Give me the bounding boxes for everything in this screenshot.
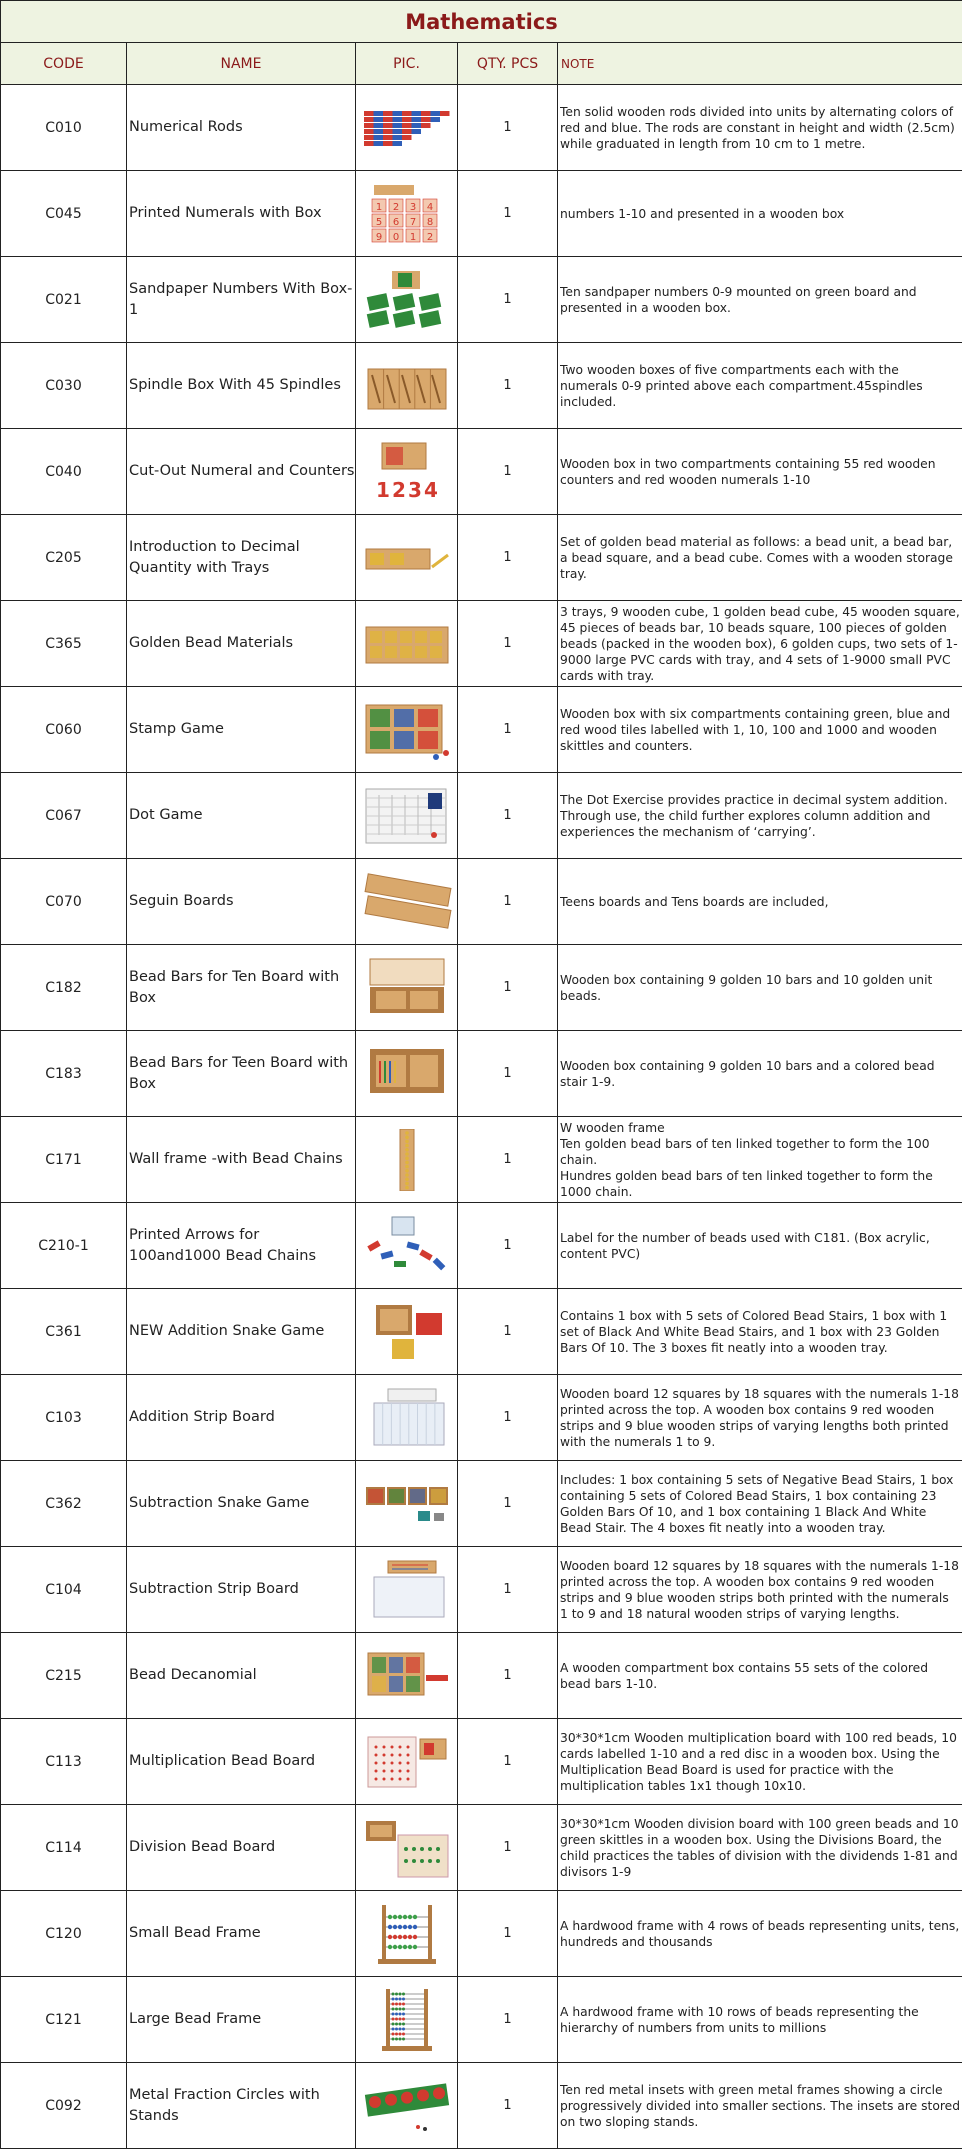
item-qty: 1	[458, 1547, 558, 1633]
table-row	[1, 773, 962, 859]
table-row	[1, 1547, 962, 1633]
item-note-text: Wooden board 12 squares by 18 squares with the numerals 1-18 printed across the top. A wooden box contains 9 red wooden strips and 9 blue wooden strips both printed with the numerals 1 to 9 and 18 natural wooden strips of varying lengths.	[560, 1558, 960, 1622]
item-qty: 1	[458, 1375, 558, 1461]
item-name: Multiplication Bead Board	[127, 1719, 356, 1805]
item-code: C121	[1, 1977, 127, 2063]
item-qty: 1	[458, 515, 558, 601]
item-note-text: A hardwood frame with 10 rows of beads representing the hierarchy of numbers from units to millions	[560, 2004, 960, 2036]
product-photo-svg	[362, 699, 452, 761]
item-note-text: 30*30*1cm Wooden division board with 100 green beads and 10 green skittles in a wooden box. Using the Divisions Board, the child practices the tables of division with the dividends 1-81 and divisors 1-9	[560, 1816, 960, 1880]
item-name: Printed Arrows for 100and1000 Bead Chains	[127, 1203, 356, 1289]
item-name: Division Bead Board	[127, 1805, 356, 1891]
product-photo-svg	[362, 1559, 452, 1621]
table-row	[1, 257, 962, 343]
table-row	[1, 859, 962, 945]
svg-text:2: 2	[392, 202, 398, 213]
item-qty: 1	[458, 1461, 558, 1547]
item-code: C040	[1, 429, 127, 515]
item-name: Numerical Rods	[127, 85, 356, 171]
item-name: Introduction to Decimal Quantity with Trays	[127, 515, 356, 601]
item-name: Dot Game	[127, 773, 356, 859]
item-code: C215	[1, 1633, 127, 1719]
item-qty: 1	[458, 945, 558, 1031]
header-pic: PIC.	[356, 43, 458, 85]
item-note	[558, 1203, 962, 1289]
item-note-text: A wooden compartment box contains 55 sets of the colored bead bars 1-10.	[560, 1660, 960, 1692]
product-photo-svg	[362, 1817, 452, 1879]
item-code: C092	[1, 2063, 127, 2149]
table-row	[1, 171, 962, 257]
item-note	[558, 85, 962, 171]
item-qty: 1	[458, 1203, 558, 1289]
product-photo-svg	[362, 871, 452, 933]
item-picture	[356, 1461, 458, 1547]
item-note-text: Wooden box containing 9 golden 10 bars and 10 golden unit beads.	[560, 972, 960, 1004]
item-qty: 1	[458, 687, 558, 773]
header-code: CODE	[1, 43, 127, 85]
item-note	[558, 1375, 962, 1461]
header-qty: QTY. PCS	[458, 43, 558, 85]
svg-text:4: 4	[426, 202, 432, 213]
item-qty: 1	[458, 1633, 558, 1719]
item-picture	[356, 343, 458, 429]
item-picture	[356, 1203, 458, 1289]
item-code: C070	[1, 859, 127, 945]
svg-text:8: 8	[426, 217, 432, 228]
item-note	[558, 343, 962, 429]
item-note-text: Ten red metal insets with green metal frames showing a circle progressively divided into smaller sections. The insets are stored on two sloping stands.	[560, 2082, 960, 2130]
item-code: C365	[1, 601, 127, 687]
item-note-text: A hardwood frame with 4 rows of beads representing units, tens, hundreds and thousands	[560, 1918, 960, 1950]
item-code: C114	[1, 1805, 127, 1891]
item-note-text: Wooden board 12 squares by 18 squares with the numerals 1-18 printed across the top. A wooden box contains 9 red wooden strips and 9 blue wooden strips of varying lengths both printed with the numerals 1 to 9.	[560, 1386, 960, 1450]
item-qty: 1	[458, 859, 558, 945]
item-note	[558, 429, 962, 515]
item-note-text: Teens boards and Tens boards are included,	[560, 894, 960, 910]
item-note	[558, 257, 962, 343]
item-code: C183	[1, 1031, 127, 1117]
table-row	[1, 429, 962, 515]
product-photo-svg	[362, 441, 452, 503]
item-qty: 1	[458, 1977, 558, 2063]
item-code: C060	[1, 687, 127, 773]
item-picture	[356, 1977, 458, 2063]
item-picture	[356, 85, 458, 171]
item-note-text: The Dot Exercise provides practice in decimal system addition. Through use, the child further explores column addition and experiences the mechanism of ‘carrying’.	[560, 792, 960, 840]
item-picture	[356, 859, 458, 945]
header-note: NOTE	[558, 43, 962, 85]
item-note	[558, 1719, 962, 1805]
item-name: Spindle Box With 45 Spindles	[127, 343, 356, 429]
item-qty: 1	[458, 85, 558, 171]
product-photo-svg	[362, 269, 452, 331]
item-name: Wall frame -with Bead Chains	[127, 1117, 356, 1203]
item-note	[558, 773, 962, 859]
item-code: C171	[1, 1117, 127, 1203]
item-code: C010	[1, 85, 127, 171]
item-name: Small Bead Frame	[127, 1891, 356, 1977]
svg-text:1: 1	[409, 232, 415, 243]
item-name: Sandpaper Numbers With Box-1	[127, 257, 356, 343]
item-picture	[356, 1031, 458, 1117]
item-picture	[356, 1375, 458, 1461]
item-note-text: Wooden box with six compartments containing green, blue and red wood tiles labelled with 1, 10, 100 and 1000 and wooden skittles and counters.	[560, 706, 960, 754]
product-photo-svg	[362, 527, 452, 589]
item-note-text: Label for the number of beads used with C181. (Box acrylic, content PVC)	[560, 1230, 960, 1262]
item-note	[558, 1805, 962, 1891]
item-note	[558, 1977, 962, 2063]
table-row	[1, 945, 962, 1031]
item-note	[558, 1461, 962, 1547]
item-qty: 1	[458, 343, 558, 429]
svg-text:1: 1	[375, 202, 381, 213]
product-photo-svg	[362, 2075, 452, 2137]
table-row	[1, 1805, 962, 1891]
item-picture	[356, 1547, 458, 1633]
title-row	[1, 1, 962, 43]
item-qty: 1	[458, 1031, 558, 1117]
header-name: NAME	[127, 43, 356, 85]
product-photo-svg	[362, 613, 452, 675]
svg-text:1: 1	[376, 478, 390, 502]
item-note-text: Contains 1 box with 5 sets of Colored Bead Stairs, 1 box with 1 set of Black And White Bead Stairs, and 1 box with 23 Golden Bars Of 10. The 3 boxes fit neatly into a wooden tray.	[560, 1308, 960, 1356]
item-note-text: 3 trays, 9 wooden cube, 1 golden bead cube, 45 wooden square, 45 pieces of beads bar, 10 beads square, 100 pieces of golden beads (packed in the wooden box), 6 golden cups, two sets of 1-9000 large PVC cards with tray, and 4 sets of 1-9000 small PVC cards with tray.	[560, 604, 960, 684]
item-name: Subtraction Strip Board	[127, 1547, 356, 1633]
table-row	[1, 515, 962, 601]
item-picture	[356, 1719, 458, 1805]
item-picture	[356, 1633, 458, 1719]
product-photo-svg	[362, 1645, 452, 1707]
item-note	[558, 515, 962, 601]
item-picture	[356, 257, 458, 343]
item-note	[558, 1117, 962, 1203]
item-name: Golden Bead Materials	[127, 601, 356, 687]
item-picture	[356, 1805, 458, 1891]
item-name: Bead Decanomial	[127, 1633, 356, 1719]
item-note	[558, 687, 962, 773]
item-note	[558, 1891, 962, 1977]
item-picture	[356, 1117, 458, 1203]
product-photo-svg	[362, 183, 452, 245]
item-code: C182	[1, 945, 127, 1031]
item-picture	[356, 945, 458, 1031]
item-qty: 1	[458, 429, 558, 515]
item-note-text: Ten sandpaper numbers 0-9 mounted on green board and presented in a wooden box.	[560, 284, 960, 316]
product-photo-svg	[362, 1903, 452, 1965]
table-row	[1, 85, 962, 171]
svg-text:6: 6	[392, 217, 398, 228]
item-qty: 1	[458, 1117, 558, 1203]
product-photo-svg	[362, 1473, 452, 1535]
item-note	[558, 859, 962, 945]
item-code: C210-1	[1, 1203, 127, 1289]
item-qty: 1	[458, 2063, 558, 2149]
product-photo-svg	[362, 1215, 452, 1277]
item-note	[558, 2063, 962, 2149]
item-qty: 1	[458, 171, 558, 257]
item-code: C113	[1, 1719, 127, 1805]
item-note-text: 30*30*1cm Wooden multiplication board with 100 red beads, 10 cards labelled 1-10 and a red disc in a wooden box. Using the Multiplication Bead Board is used for practice with the multiplication tables 1x1 though 10x10.	[560, 1730, 960, 1794]
product-photo-svg	[362, 1043, 452, 1105]
item-note-text: numbers 1-10 and presented in a wooden box	[560, 206, 960, 222]
item-picture	[356, 429, 458, 515]
item-qty: 1	[458, 1719, 558, 1805]
item-qty: 1	[458, 1289, 558, 1375]
item-qty: 1	[458, 1805, 558, 1891]
table-row	[1, 2063, 962, 2149]
svg-text:3: 3	[408, 478, 422, 502]
item-qty: 1	[458, 1891, 558, 1977]
item-picture	[356, 2063, 458, 2149]
item-code: C104	[1, 1547, 127, 1633]
item-code: C067	[1, 773, 127, 859]
item-picture	[356, 1891, 458, 1977]
item-code: C205	[1, 515, 127, 601]
item-name: Cut-Out Numeral and Counters	[127, 429, 356, 515]
product-photo-svg	[362, 1731, 452, 1793]
product-photo-svg	[362, 1387, 452, 1449]
item-note-text: Ten solid wooden rods divided into units by alternating colors of red and blue. The rods are constant in height and width (2.5cm) while graduated in length from 10 cm to 1 metre.	[560, 104, 960, 152]
item-note	[558, 1633, 962, 1719]
item-picture	[356, 601, 458, 687]
svg-text:2: 2	[426, 232, 432, 243]
table-row	[1, 343, 962, 429]
product-photo-svg	[362, 97, 452, 159]
item-name: Stamp Game	[127, 687, 356, 773]
svg-text:9: 9	[375, 232, 381, 243]
item-name: Printed Numerals with Box	[127, 171, 356, 257]
product-photo-svg	[362, 1301, 452, 1363]
item-picture	[356, 1289, 458, 1375]
product-photo-svg	[362, 355, 452, 417]
item-picture	[356, 687, 458, 773]
svg-text:3: 3	[409, 202, 415, 213]
item-note	[558, 1547, 962, 1633]
product-photo-svg	[362, 957, 452, 1019]
item-note	[558, 945, 962, 1031]
item-qty: 1	[458, 773, 558, 859]
item-picture	[356, 773, 458, 859]
table-title: Mathematics	[1, 1, 962, 43]
item-name: Seguin Boards	[127, 859, 356, 945]
header-row	[1, 43, 962, 85]
item-name: Large Bead Frame	[127, 1977, 356, 2063]
table-row	[1, 1977, 962, 2063]
table-row	[1, 1633, 962, 1719]
item-code: C120	[1, 1891, 127, 1977]
item-code: C021	[1, 257, 127, 343]
svg-text:0: 0	[392, 232, 398, 243]
item-code: C045	[1, 171, 127, 257]
product-photo-svg	[362, 1989, 452, 2051]
item-code: C103	[1, 1375, 127, 1461]
table-row	[1, 1203, 962, 1289]
item-note	[558, 1031, 962, 1117]
item-note	[558, 1289, 962, 1375]
item-qty: 1	[458, 257, 558, 343]
svg-text:4: 4	[424, 478, 438, 502]
table-row	[1, 1461, 962, 1547]
item-name: Metal Fraction Circles with Stands	[127, 2063, 356, 2149]
table-row	[1, 1891, 962, 1977]
item-name: Bead Bars for Teen Board with Box	[127, 1031, 356, 1117]
item-picture	[356, 515, 458, 601]
svg-text:7: 7	[409, 217, 415, 228]
item-note	[558, 601, 962, 687]
table-row	[1, 601, 962, 687]
item-code: C362	[1, 1461, 127, 1547]
svg-text:5: 5	[375, 217, 381, 228]
item-note-text: Includes: 1 box containing 5 sets of Negative Bead Stairs, 1 box containing 5 sets of Colored Bead Stairs, 1 box containing 23 Golden Bars Of 10, and 1 box containing 1 Black And White Bead Stair. The 4 boxes fit neatly into a wooden tray.	[560, 1472, 960, 1536]
item-name: Bead Bars for Ten Board with Box	[127, 945, 356, 1031]
item-picture	[356, 171, 458, 257]
svg-text:2: 2	[392, 478, 406, 502]
item-code: C030	[1, 343, 127, 429]
item-name: NEW Addition Snake Game	[127, 1289, 356, 1375]
item-note-text: Wooden box containing 9 golden 10 bars and a colored bead stair 1-9.	[560, 1058, 960, 1090]
item-note-text: Wooden box in two compartments containing 55 red wooden counters and red wooden numerals 1-10	[560, 456, 960, 488]
item-name: Addition Strip Board	[127, 1375, 356, 1461]
item-name: Subtraction Snake Game	[127, 1461, 356, 1547]
item-qty: 1	[458, 601, 558, 687]
table-row	[1, 687, 962, 773]
product-photo-svg	[362, 785, 452, 847]
table-row	[1, 1375, 962, 1461]
table-row	[1, 1289, 962, 1375]
table-row	[1, 1117, 962, 1203]
table-row	[1, 1719, 962, 1805]
item-note	[558, 171, 962, 257]
item-code: C361	[1, 1289, 127, 1375]
item-note-text: Set of golden bead material as follows: a bead unit, a bead bar, a bead square, and a bead cube. Comes with a wooden storage tray.	[560, 534, 960, 582]
item-note-text: Two wooden boxes of five compartments each with the numerals 0-9 printed above each compartment.45spindles included.	[560, 362, 960, 410]
table-row	[1, 1031, 962, 1117]
product-photo-svg	[362, 1129, 452, 1191]
item-note-text: W wooden frame Ten golden bead bars of ten linked together to form the 100 chain. Hundres golden bead bars of ten linked together to form the 1000 chain.	[560, 1120, 960, 1200]
